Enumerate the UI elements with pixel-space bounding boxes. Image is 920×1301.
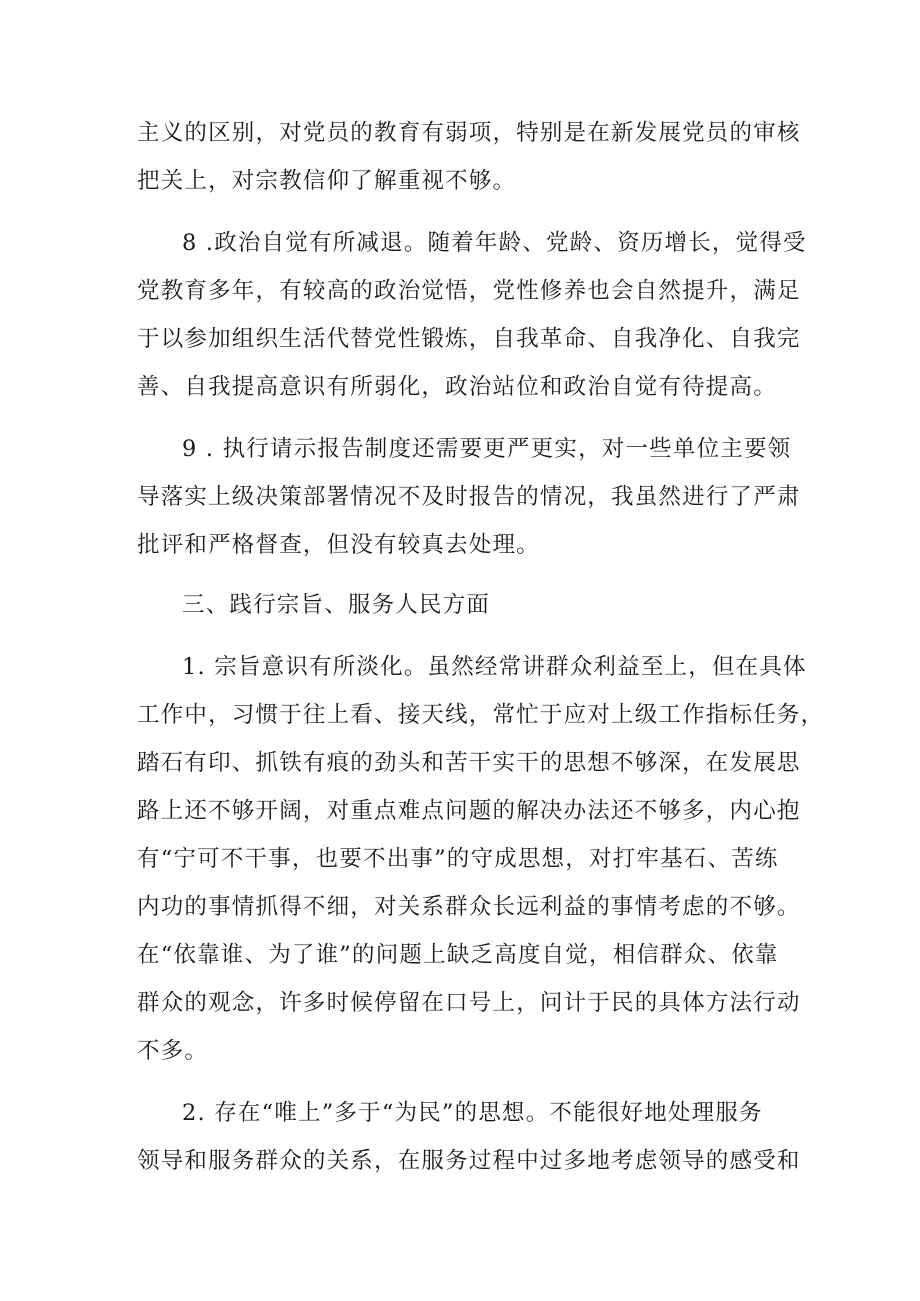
- text-line: 于以参加组织生活代替党性锻炼，自我革命、自我净化、自我完: [137, 326, 801, 352]
- text-line: 群众的观念，许多时候停留在口号上，问计于民的具体方法行动: [137, 990, 801, 1016]
- text-line: 踏石有印、抓铁有痕的劲头和苦干实干的思想不够深，在发展思: [137, 750, 801, 776]
- section-heading: 三、践行宗旨、服务人民方面: [182, 592, 491, 618]
- text-line: 工作中，习惯于往上看、接天线，常忙于应对上级工作指标任务，: [137, 702, 825, 728]
- text-line: 在“依靠谁、为了谁”的问题上缺乏高度自觉，相信群众、依靠: [137, 942, 779, 968]
- text-line: 不多。: [137, 1038, 209, 1064]
- paragraph-1-heading: 1. 宗旨意识有所淡化。虽然经常讲群众利益至上，但在具体: [182, 654, 807, 680]
- paragraph-8-heading: 8 .政治自觉有所减退。随着年龄、党龄、资历增长，觉得受: [182, 230, 807, 256]
- text-line: 批评和严格督查，但没有较真去处理。: [137, 532, 540, 558]
- text-line: 党教育多年，有较高的政治觉悟，党性修养也会自然提升，满足: [137, 278, 801, 304]
- text-line: 导落实上级决策部署情况不及时报告的情况，我虽然进行了严肃: [137, 484, 801, 510]
- text-line: 善、自我提高意识有所弱化，政治站位和政治自觉有待提高。: [137, 374, 777, 400]
- paragraph-2-heading: 2. 存在“唯上”多于“为民”的思想。不能很好地处理服务: [182, 1100, 763, 1126]
- text-line: 有“宁可不干事，也要不出事”的守成思想，对打牢基石、苦练: [137, 846, 779, 872]
- text-line: 内功的事情抓得不细，对关系群众长远利益的事情考虑的不够。: [137, 894, 801, 920]
- text-line: 路上还不够开阔，对重点难点问题的解决办法还不够多，内心抱: [137, 798, 801, 824]
- text-line: 把关上，对宗教信仰了解重视不够。: [137, 168, 517, 194]
- text-line: 领导和服务群众的关系，在服务过程中过多地考虑领导的感受和: [137, 1148, 801, 1174]
- text-line: 主义的区别，对党员的教育有弱项，特别是在新发展党员的审核: [137, 120, 801, 146]
- paragraph-9-heading: 9 . 执行请示报告制度还需要更严更实，对一些单位主要领: [182, 436, 792, 462]
